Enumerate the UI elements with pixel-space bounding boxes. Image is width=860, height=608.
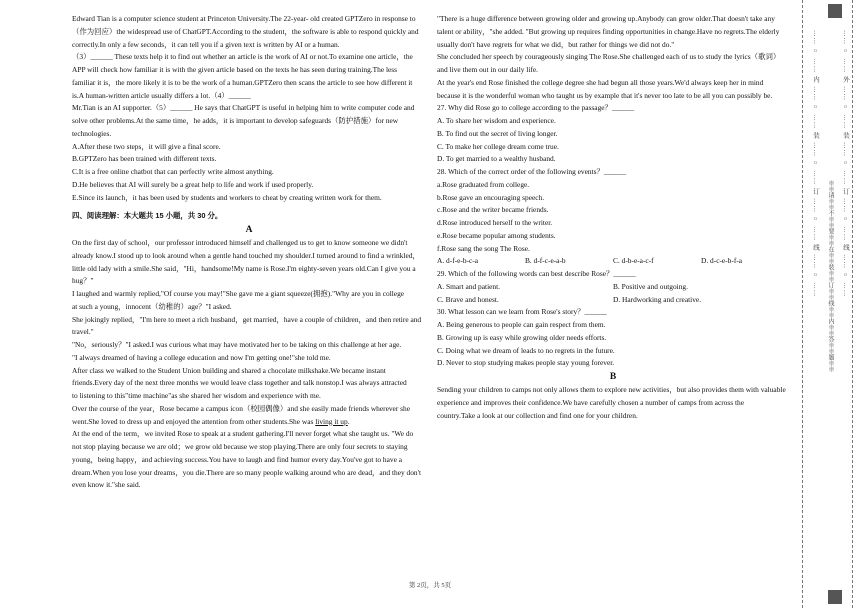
question-options: C. Brave and honest. D. Hardworking and creative. bbox=[437, 294, 702, 304]
option-item: C.It is a free online chatbot that can perfectly write almost anything. bbox=[72, 167, 274, 176]
event-item: d.Rose introduced herself to the writer. bbox=[437, 218, 553, 227]
event-item: b.Rose gave an encouraging speech. bbox=[437, 192, 545, 202]
binding-line bbox=[852, 0, 853, 608]
passage-a-continued bbox=[437, 13, 789, 102]
option-item: B. To find out the secret of living longer. bbox=[437, 128, 558, 138]
passage-line: Mr.Tian is an AI supporter.（5）______ He says that ChatGPT is useful in helping him to write computer code and bbox=[72, 103, 415, 113]
passage-a-title: A bbox=[245, 225, 253, 235]
passage-line: even know it."she said. bbox=[72, 480, 141, 490]
event-item: c.Rose and the writer became friends. bbox=[437, 205, 549, 215]
right-column bbox=[437, 13, 789, 422]
question-27 bbox=[437, 102, 789, 166]
passage-line: friends.Every day of the next three months we would leave class together and talk nonstop.I was always attracted bbox=[72, 378, 407, 388]
passage-line: （作为回应）the widespread use of ChatGPT.According to the student，the software is able to respond quickly and bbox=[72, 26, 419, 36]
passage-line: She concluded her speech by courageously singing The Rose.She challenged each of us to study the lyrics（歌词） bbox=[437, 52, 781, 62]
passage-line: at such a young，innocent（幼稚的）age？"I asked. bbox=[72, 301, 232, 311]
option-item: E.Since its launch，it has been used by students and workers to cheat by creating written work for them. bbox=[72, 192, 382, 202]
question-28 bbox=[437, 166, 789, 268]
passage-line: （3）______ These texts help it to find out whether an article is the work of AI or not.To examine one article，the bbox=[72, 52, 413, 62]
inner-binding-text: …… ○ …… 内 …… ○ …… 装 …… ○ …… 订 …… ○ …… 线 …… ○ …… bbox=[812, 30, 819, 298]
passage-line: not stop playing because we are old；we grow old because we stop playing.There are only four secrets to staying bbox=[72, 442, 408, 451]
passage-line: "I always dreamed of having a college education and now I'm getting one!"she told me. bbox=[72, 352, 331, 362]
option-item: C. To make her college dream come true. bbox=[437, 141, 559, 151]
passage-continuation bbox=[72, 13, 426, 141]
passage-line: and live them out in our daily life. bbox=[437, 65, 538, 74]
passage-line: At the year's end Rose finished the college degree she had begun all those years.We'd always keep her in mind bbox=[437, 77, 764, 87]
option-item: A. To share her wisdom and experience. bbox=[437, 116, 556, 125]
passage-b-title: B bbox=[609, 372, 617, 382]
page-footer: 第 2页，共 5页 bbox=[408, 582, 452, 589]
binding-strip bbox=[797, 0, 860, 608]
passage-line: She jokingly replied，"I'm here to meet a rich husband，get married，have a couple of children，and then retire and bbox=[72, 314, 422, 324]
passage-line: talent or ability，"she added. "But growing up requires finding opportunities in change.Have no regrets.The elderly bbox=[437, 26, 780, 36]
section-heading: 四、阅读理解：本大题共 15 小题，共 30 分。 bbox=[72, 211, 223, 221]
option-item: D. To get married to a wealthy husband. bbox=[437, 154, 556, 164]
passage-line: correctly.In only a few seconds，it can tell you if a given text is written by AI or a human. bbox=[72, 39, 340, 49]
passage-line: dream.When you lose your dreams，you die.There are so many people walking around who are dead，and they don't bbox=[72, 467, 421, 477]
passage-line: travel." bbox=[72, 327, 94, 337]
passage-line: Over the course of the year，Rose became a campus icon（校园偶像）and she easily made friends wherever she bbox=[72, 403, 411, 413]
passage-line: country.Take a look at our collection and find one for your children. bbox=[437, 410, 638, 420]
passage-a-ending bbox=[72, 428, 426, 492]
passage-line: solve other problems.At the same time，he adds，it is important to develop safeguards（防护措施）for new bbox=[72, 116, 399, 125]
passage-line: young，being happy，and achieving success.You have to laugh and find humor every day.You've got to have a bbox=[72, 454, 403, 464]
left-column bbox=[72, 13, 426, 492]
passage-line: went.She loved to dress up and enjoyed the attention from other students.She was living it up. bbox=[72, 416, 350, 426]
passage-line: Edward Tian is a computer science student at Princeton University.The 22-year- old created GPTZero in response to bbox=[72, 14, 416, 23]
option-item: B.GPTZero has been trained with different texts. bbox=[72, 154, 217, 164]
passage-line: technologies. bbox=[72, 128, 112, 138]
option-item: A.After these two steps，it will give a final score. bbox=[72, 141, 221, 151]
passage-b-text bbox=[437, 384, 789, 422]
question-stem: 27. Why did Rose go to college according to the passage？______ bbox=[437, 103, 635, 113]
option-item: A. Being generous to people can gain respect from them. bbox=[437, 320, 606, 329]
passage-line: On the first day of school，our professor introduced himself and challenged us to get to know someone we didn't bbox=[72, 238, 408, 247]
passage-line: Sending your children to camps not only allows them to explore new activities，but also provides them with valuable bbox=[437, 385, 786, 394]
passage-a-text bbox=[72, 237, 426, 416]
event-item: a.Rose graduated from college. bbox=[437, 179, 530, 189]
outer-binding-text: …… ○ …… 外 …… ○ …… 装 …… ○ …… 订 …… ○ …… 线 …… ○ …… bbox=[842, 30, 849, 298]
question-stem: 30. What lesson can we learn from Rose's story？______ bbox=[437, 307, 607, 317]
passage-line: little old lady with a smile.She said，"Hi，handsome!My name is Rose.I'm eighty-seven years old.Can I give you a bbox=[72, 263, 416, 273]
passage-line: "No，seriously？"I asked.I was curious what may have motivated her to be taking on this challenge at her age. bbox=[72, 340, 402, 349]
corner-mark bbox=[828, 590, 842, 604]
option-item: C. Doing what we dream of leads to no regrets in the future. bbox=[437, 345, 615, 355]
passage-line: At the end of the term，we invited Rose to speak at a student gathering.I'll never forget what she taught us. "We do bbox=[72, 429, 414, 439]
option-item: D.He believes that AI will surely be a great help to life and work if used properly. bbox=[72, 179, 314, 189]
passage-line: APP will check how familiar it is with the given article based on the texts he has seen during training.The less bbox=[72, 65, 398, 74]
passage-line: usually don't have regrets for what we did，but rather for things we did not do." bbox=[437, 39, 675, 49]
underlined-phrase: living it up bbox=[315, 416, 348, 426]
question-29 bbox=[437, 268, 789, 306]
passage-line: hug？" bbox=[72, 276, 94, 286]
event-item: f.Rose sang the song The Rose. bbox=[437, 243, 530, 253]
question-options: A. d-f-e-b-c-a B. d-f-c-e-a-b C. d-b-e-a-c-f D. d-c-e-b-f-a bbox=[437, 256, 743, 266]
no-answer-notice: ※※请※※不※※要※※在※※装※※订※※线※※内※※答※※题※※ bbox=[827, 180, 833, 372]
question-options: A. Smart and patient. B. Positive and outgoing. bbox=[437, 281, 688, 291]
passage-line: is.A human-written article usually differs a lot.（4）______ bbox=[72, 90, 251, 100]
event-item: e.Rose became popular among students. bbox=[437, 230, 556, 240]
passage-line: because it is the wonderful woman who taught us by example that it's never too late to be all you can possibly be. bbox=[437, 90, 773, 100]
corner-mark bbox=[828, 4, 842, 18]
question-stem: 28. Which of the correct order of the following events？______ bbox=[437, 167, 627, 176]
question-stem: 29. Which of the following words can best describe Rose？______ bbox=[437, 269, 636, 278]
passage-line: experience and improves their confidence.We have carefully chosen a number of camps from across the bbox=[437, 397, 745, 407]
passage-line: already know.I stood up to look around when a gentle hand touched my shoulder.I turned around to find a wrinkled， bbox=[72, 250, 420, 260]
option-item: B. Growing up is easy while growing older needs efforts. bbox=[437, 332, 607, 342]
passage-line: "There is a huge difference between growing older and growing up.Anybody can grow older.That doesn't take any bbox=[437, 14, 775, 23]
passage-line: I laughed and warmly replied,"Of course you may!"She gave me a giant squeeze(拥抱)."Why are you in college bbox=[72, 289, 405, 298]
option-item: D. Never to stop studying makes people stay young forever. bbox=[437, 358, 615, 368]
passage-line: familiar it is，the more likely it is to be the work of a human.GPTZero then scans the article to see how different it bbox=[72, 77, 413, 87]
question-30 bbox=[437, 306, 789, 370]
binding-line bbox=[802, 0, 803, 608]
cloze-options bbox=[72, 141, 426, 205]
passage-line: After class we walked to the Student Union building and shared a chocolate milkshake.We became instant bbox=[72, 365, 386, 375]
passage-line: to listening to this"time machine"as she shared her wisdom and experience with me. bbox=[72, 391, 321, 400]
